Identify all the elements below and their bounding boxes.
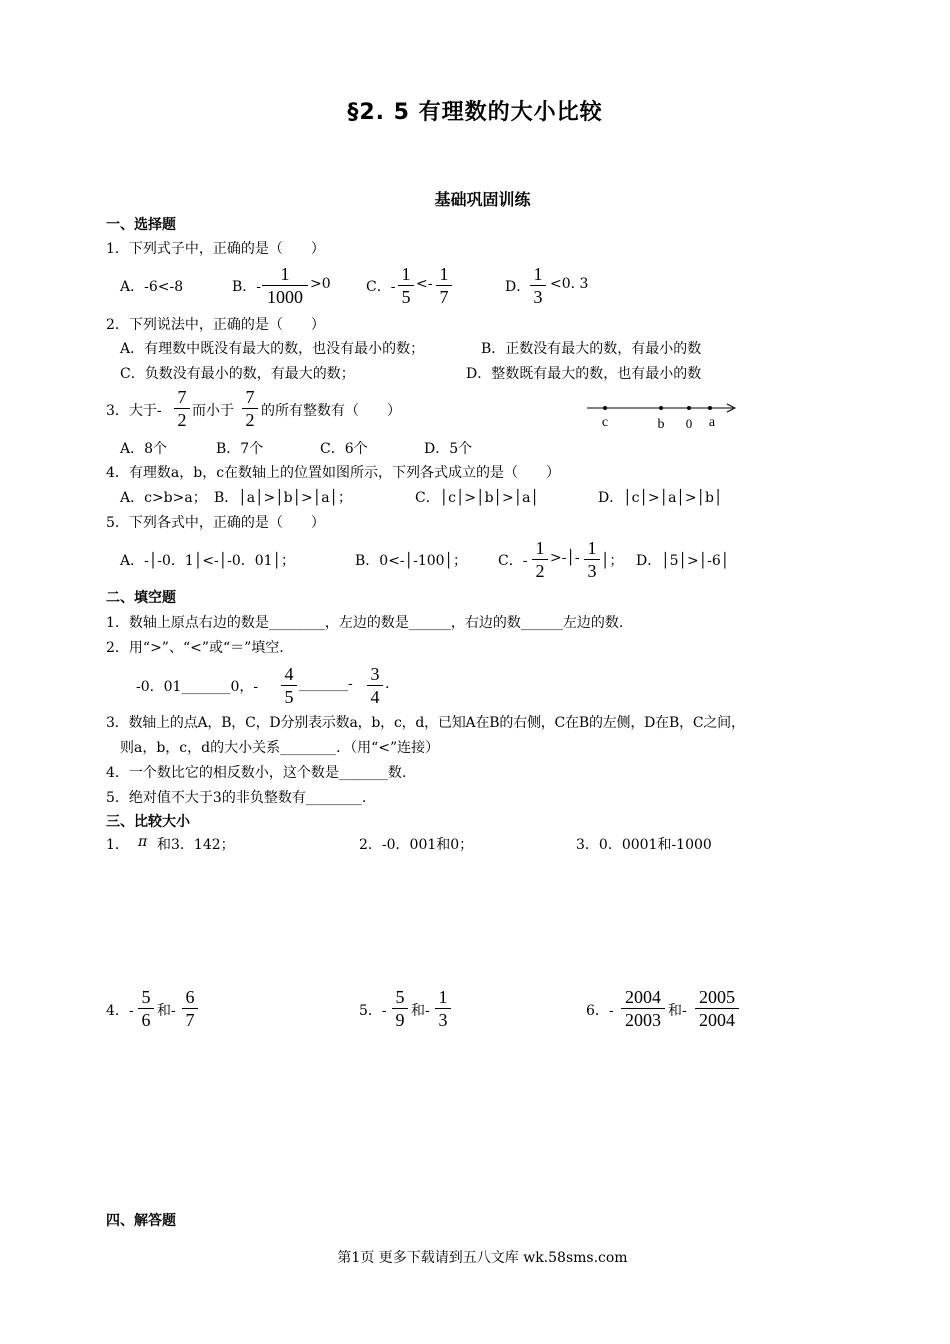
q1-c1-numerator: 1 — [401, 264, 411, 284]
q5-c-fraction-2 — [584, 537, 600, 582]
section-heading-answer: 四、解答题 — [106, 1213, 176, 1229]
q4-option-d: D．│c│>│a│>│b│ — [598, 490, 723, 506]
c4-f1-numerator: 5 — [141, 987, 151, 1007]
compare-5-fraction-1 — [392, 986, 408, 1031]
compare-3: 3．0．0001和-1000 — [576, 837, 712, 853]
q1-option-b-prefix: B．- — [232, 279, 262, 295]
q5-stem: 5．下列各式中，正确的是（ ） — [106, 515, 325, 531]
c5-f1-numerator: 5 — [395, 987, 405, 1007]
q3-option-d: D．5个 — [424, 441, 473, 457]
q1-c1-denominator: 5 — [401, 287, 411, 307]
fill-2-f2-numerator: 3 — [370, 664, 380, 684]
fill-2-stem: 2．用“>”、“<”或“＝”填空. — [106, 640, 284, 656]
compare-5-prefix: 5．- — [359, 1003, 387, 1019]
q5-f2-numerator: 1 — [587, 538, 597, 558]
q5-option-c-prefix: C．- — [498, 553, 528, 569]
q3-option-c: C．6个 — [320, 441, 368, 457]
fill-1: 1．数轴上原点右边的数是________，左边的数是______，右边的数______左边的数. — [106, 615, 624, 631]
q5-c-fraction-1 — [532, 537, 548, 582]
c4-f1-denominator: 6 — [141, 1010, 151, 1030]
q2-option-a: A．有理数中既没有最大的数，也没有最小的数； — [120, 341, 425, 357]
q3-stem-middle: 而小于 — [192, 403, 234, 419]
q1-c2-numerator: 1 — [439, 264, 449, 284]
point-zero — [687, 406, 691, 410]
fill-2-fraction-2 — [367, 663, 383, 708]
compare-2: 2．-0．001和0； — [359, 837, 474, 853]
q5-f1-denominator: 2 — [535, 561, 545, 581]
point-a — [708, 406, 712, 410]
q3-f1-denominator: 2 — [177, 410, 187, 430]
q5-option-d: D．│5│>│-6│ — [636, 553, 730, 569]
q1-c2-denominator: 7 — [439, 287, 449, 307]
q3-fraction-2 — [242, 386, 258, 431]
fill-5: 5．绝对值不大于3的非负整数有________. — [106, 790, 367, 806]
compare-1-text: 和3．142； — [157, 837, 235, 853]
q5-option-c-middle: >-│- — [550, 550, 580, 566]
q1-b-numerator: 1 — [280, 264, 290, 284]
fill-2-part-2: _______- — [299, 676, 353, 692]
q4-stem: 4．有理数a，b，c在数轴上的位置如图所示，下列各式成立的是（ ） — [106, 465, 561, 481]
fill-3-line-2: 则a，b，c，d的大小关系________．（用“<”连接） — [120, 740, 440, 756]
pi-symbol: π — [138, 834, 148, 850]
q2-option-b: B．正数没有最大的数，有最小的数 — [481, 341, 702, 357]
compare-4-fraction-2 — [182, 986, 198, 1031]
q1-c-fraction-2 — [436, 263, 452, 308]
q3-fraction-1 — [174, 386, 190, 431]
c6-f2-numerator: 2005 — [699, 987, 735, 1007]
point-c — [603, 406, 607, 410]
fill-2-part-1: -0．01_______0，- — [136, 679, 259, 695]
q4-option-b: B．│a│>│b│>│a│； — [214, 490, 352, 506]
q5-option-b: B．0<-│-100│； — [355, 553, 467, 569]
page-footer: 第1页 更多下载请到五八文库 wk.58sms.com — [337, 1250, 628, 1266]
q3-f2-denominator: 2 — [245, 410, 255, 430]
q2-option-c: C．负数没有最小的数，有最大的数； — [120, 366, 355, 382]
compare-6-fraction-1 — [621, 986, 665, 1031]
page-title: §2. 5 有理数的大小比较 — [347, 100, 603, 125]
label-a: a — [708, 415, 716, 430]
compare-6-prefix: 6．- — [586, 1003, 614, 1019]
compare-4-middle: 和- — [157, 1003, 176, 1019]
c6-f1-numerator: 2004 — [625, 987, 661, 1007]
q1-option-a: A．-6<-8 — [120, 279, 184, 295]
fill-2-f1-numerator: 4 — [284, 664, 294, 684]
q1-d-denominator: 3 — [533, 287, 543, 307]
q3-f1-numerator: 7 — [177, 387, 187, 407]
q1-c-fraction-1 — [398, 263, 414, 308]
compare-4-fraction-1 — [138, 986, 154, 1031]
q5-f2-denominator: 3 — [587, 561, 597, 581]
section-heading-choice: 一、选择题 — [106, 217, 176, 233]
q4-option-c: C．│c│>│b│>│a│ — [415, 490, 539, 506]
c4-f2-denominator: 7 — [185, 1010, 195, 1030]
fill-4: 4．一个数比它的相反数小，这个数是_______数. — [106, 765, 407, 781]
q1-option-b-suffix: >0 — [310, 276, 331, 292]
q1-d-numerator: 1 — [533, 264, 543, 284]
page-subtitle: 基础巩固训练 — [434, 190, 531, 209]
q2-option-d: D．整数既有最大的数，也有最小的数 — [466, 366, 702, 382]
compare-4-prefix: 4．- — [106, 1003, 134, 1019]
c6-f2-denominator: 2004 — [699, 1010, 735, 1030]
section-heading-fill: 二、填空题 — [106, 590, 176, 606]
q5-option-a: A．-│-0．1│<-│-0．01│； — [120, 553, 296, 569]
q1-stem: 1．下列式子中，正确的是（ ） — [106, 241, 325, 257]
label-zero: 0 — [685, 416, 693, 431]
q1-option-d-prefix: D． — [505, 279, 531, 295]
label-b: b — [657, 417, 665, 432]
point-b — [659, 406, 663, 410]
fill-2-f1-denominator: 5 — [284, 687, 294, 707]
c5-f2-denominator: 3 — [438, 1010, 448, 1030]
label-c: c — [601, 415, 609, 430]
compare-5-middle: 和- — [411, 1003, 430, 1019]
compare-6-fraction-2 — [695, 986, 739, 1031]
c5-f2-numerator: 1 — [438, 987, 448, 1007]
fill-2-fraction-1 — [281, 663, 297, 708]
c4-f2-numerator: 6 — [185, 987, 195, 1007]
c5-f1-denominator: 9 — [395, 1010, 405, 1030]
q1-b-fraction — [262, 263, 308, 308]
compare-1-number: 1． — [106, 837, 129, 853]
q4-option-a: A．c>b>a； — [120, 490, 207, 506]
q5-option-c-suffix: │； — [601, 553, 624, 569]
q1-option-c-prefix: C．- — [366, 279, 396, 295]
compare-6-middle: 和- — [668, 1003, 687, 1019]
compare-5-fraction-2 — [435, 986, 451, 1031]
q1-option-d-suffix: <0. 3 — [550, 276, 589, 292]
c6-f1-denominator: 2003 — [625, 1010, 661, 1030]
fill-2-f2-denominator: 4 — [370, 687, 380, 707]
fill-2-part-3: . — [385, 676, 390, 692]
number-line-figure — [585, 398, 745, 432]
q3-option-a: A．8个 — [120, 441, 168, 457]
q1-d-fraction — [530, 263, 546, 308]
q2-stem: 2．下列说法中，正确的是（ ） — [106, 317, 325, 333]
q3-option-b: B．7个 — [216, 441, 264, 457]
q3-f2-numerator: 7 — [245, 387, 255, 407]
section-heading-compare: 三、比较大小 — [106, 814, 190, 830]
fill-3-line-1: 3．数轴上的点A，B，C，D分别表示数a，b，c，d，已知A在B的右侧，C在B的左侧，D在B，C之间， — [106, 715, 745, 731]
q3-stem-prefix: 3．大于- — [106, 403, 162, 419]
q3-stem-suffix: 的所有整数有（ ） — [261, 403, 401, 419]
q1-option-c-middle: <- — [416, 276, 433, 292]
q5-f1-numerator: 1 — [535, 538, 545, 558]
q1-b-denominator: 1000 — [267, 287, 303, 307]
